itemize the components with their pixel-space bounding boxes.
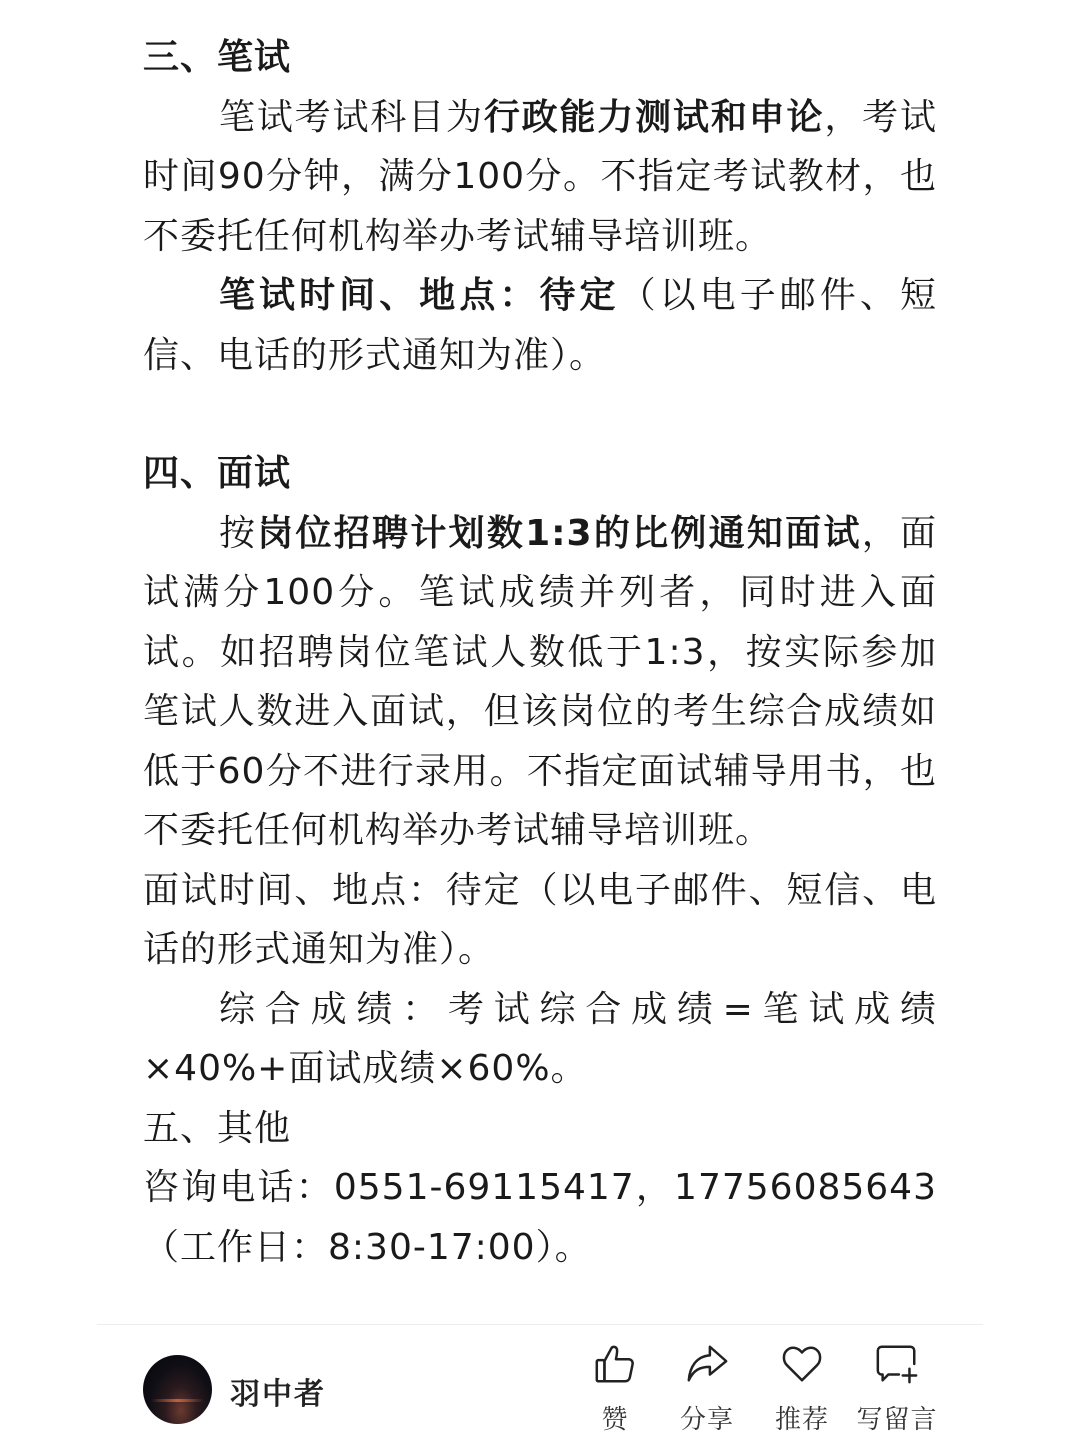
recommend-button[interactable]	[757, 1341, 847, 1436]
section-4-paragraph-2: 面试时间、地点：待定（以电子邮件、短信、电话的形式通知为准）。	[143, 869, 937, 970]
section-4-paragraph-1	[143, 504, 937, 861]
section-4-p1-text-end: ，面试满分100分。笔试成绩并列者，同时进入面试。如招聘岗位笔试人数低于1:3，按实际参加笔试人数进入面试，但该岗位的考生综合成绩如低于60分不进行录用。不指定面试辅导用书，也不委托任何机构举办考试辅导培训班。	[143, 512, 937, 851]
section-4-heading: 四、面试	[143, 453, 292, 494]
section-3-p2-bold: 笔试时间、地点：待定	[219, 275, 620, 316]
share-arrow-icon	[684, 1341, 730, 1387]
article-body	[143, 28, 937, 1277]
thumbs-up-icon	[592, 1341, 638, 1387]
section-3-heading: 三、笔试	[143, 37, 292, 78]
like-button[interactable]	[570, 1341, 660, 1436]
section-5-paragraph-1: 咨询电话：0551-69115417，17756085643（工作日：8:30-17:00）。	[143, 1167, 937, 1268]
heart-icon	[779, 1341, 825, 1387]
comment-button[interactable]	[852, 1341, 942, 1436]
section-3-p2-text-end: （以电子邮件、短信、电话的形式通知为准）。	[143, 275, 937, 376]
section-4-p1-bold: 岗位招聘计划数1:3的比例通知面试	[257, 512, 862, 554]
section-3-p1-text-start: 笔试考试科目为	[219, 96, 484, 138]
share-label: 分享	[679, 1405, 734, 1435]
section-5-heading: 五、其他	[143, 1107, 292, 1149]
section-3-paragraph-1	[143, 88, 937, 267]
comment-label: 写留言	[856, 1405, 938, 1435]
section-4-paragraph-3: 综合成绩：考试综合成绩=笔试成绩×40%+面试成绩×60%。	[143, 988, 937, 1089]
section-3-p1-bold: 行政能力测试和申论	[483, 96, 825, 138]
author-name[interactable]: 羽中者	[230, 1377, 326, 1412]
recommend-label: 推荐	[774, 1405, 829, 1435]
comment-icon	[874, 1341, 920, 1387]
section-4-p1-text-start: 按	[219, 512, 258, 554]
section-3-paragraph-2	[143, 266, 937, 385]
article-footer	[0, 1325, 1080, 1441]
like-label: 赞	[601, 1405, 629, 1435]
section-spacer	[143, 385, 937, 444]
author-avatar[interactable]	[143, 1355, 212, 1424]
section-3-p1-text-end: ，考试时间90分钟，满分100分。不指定考试教材，也不委托任何机构举办考试辅导培训班。	[143, 96, 937, 257]
share-button[interactable]	[662, 1341, 752, 1436]
